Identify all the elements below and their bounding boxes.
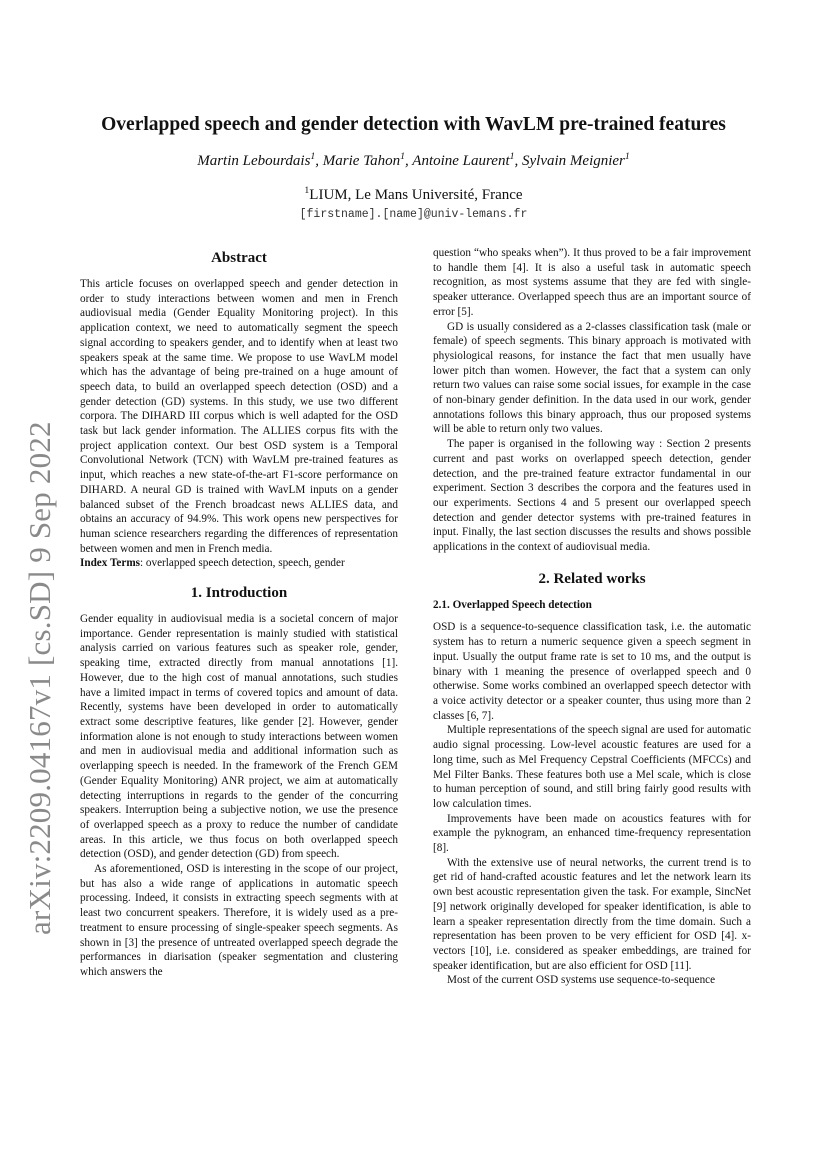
improvements-paragraph: Improvements have been made on acoustics features with for example the pyknogram, an enhanced time-frequency representation [8]. [433, 812, 751, 855]
author-name: Sylvain Meignier [522, 153, 625, 169]
index-terms [80, 556, 398, 571]
related-works-heading: 2. Related works [538, 570, 646, 587]
affiliation [60, 184, 767, 206]
gender-detection-paragraph: GD is usually considered as a 2-classes classification task (male or female) of speech segments. This binary approach is motivated with physiological reasons, for instance the fact that men usually have lower pitch than women. However, the fact that a system can only return two values can raise some social issues, for example in the case of non-binary gender definition. In the data used in our work, gender annotations follows this binary approach, thus our proposed systems will be able to return only two values. [433, 320, 751, 436]
author-affil-mark: 1 [509, 151, 515, 162]
author-affil-mark: 1 [400, 151, 406, 162]
intro-paragraph-continued: question “who speaks when”). It thus proved to be a fair improvement to handle them [4]. It is also a useful task in automatic speech recognition, as most systems assume that they are fed with single-speaker utterance. Overlapped speech thus are an important source of error [5]. [433, 247, 751, 318]
neural-networks-paragraph: With the extensive use of neural networks, the current trend is to get rid of hand-crafted acoustic features and let the network learn its own best acoustic representation given the task. For example, SincNet [9] network originally developed for speaker identification, is able to learn a speaker representation directly from the time domain. Such a representation has been proven to be very efficient for OSD [4]. x-vectors [10], i.e. considered as speaker embeddings, are trained for speaker identification, but are also efficient for OSD [11]. [433, 856, 751, 972]
author-name: Antoine Laurent [412, 153, 510, 169]
author-name: Marie Tahon [322, 153, 401, 169]
author-affil-mark: 1 [624, 151, 630, 162]
osd-paragraph: OSD is a sequence-to-sequence classification task, i.e. the automatic system has to return a numeric sequence given a speech segment in input. Usually the output frame rate is set to 10 ms, and the output is binary with 1 meaning the presence of overlapped speech and 0 otherwise. Some works combined an overlapped speech detector with a voice activity detector or a speaker counter, thus using more than 2 classes [6, 7]. [433, 621, 751, 722]
index-terms-list: : overlapped speech detection, speech, gender [140, 557, 345, 570]
paper-organisation-paragraph: The paper is organised in the following way : Section 2 presents current and past works on overlapped speech detection, gender detection, and the pre-trained feature extractor fundamental in our experiment. Section 3 describes the corpora and the features used in our experiments. Sections 4 and 5 present our overlapped speech detection and gender detector systems with pre-trained features in input. Finally, the last section discusses the results and shows possible applications in the context of audiovisual media. [433, 438, 751, 554]
osd-systems-paragraph: Most of the current OSD systems use sequence-to-sequence [447, 974, 716, 987]
arxiv-identifier: arXiv:2209.04167v1 [cs.SD] 9 Sep 2022 [22, 421, 57, 935]
author-affil-mark: 1 [310, 151, 316, 162]
osd-subheading: 2.1. Overlapped Speech detection [433, 598, 592, 611]
intro-paragraph: As aforementioned, OSD is interesting in the scope of our project, but has also a wide range of applications in automatic speech processing. Indeed, it consists in extracting speech segments with at least two concurrent speakers. Therefore, it is widely used as a pre-treatment to ensure processing of single-speaker speech segments. As shown in [3] the presence of untreated overlapped speech degrade the performances in diarisation (speaker segmentation and clustering which answers the [80, 863, 398, 978]
author-list: Martin Lebourdais$^1$, Marie Tahon$^1$, Antoine Laurent$^1$, Sylvain Meignier$^1$ [197, 151, 630, 169]
affil-number: 1 [304, 185, 310, 196]
index-terms-label: Index Terms [80, 557, 140, 570]
intro-paragraph: Gender equality in audiovisual media is a societal concern of major importance. Gender representation is mainly studied with statistical analysis carried on various features such as speaker role, gender, speaking time, extracted directly from manual annotations [1]. However, due to the high cost of manual annotations, such studies have a limited impact in terms of covered topics and amount of data. Recently, systems have been developed in order to automatically extract some descriptive features, like gender [2]. However, gender information alone is not enough to study interactions between women and men in audiovisual media and additional information such as overlapping speech is needed. In the framework of the French GEM (Gender Equality Monitoring) ANR project, we aim at automatically detecting interruptions in regards to the gender of the concurring speakers. Interruption being a subjective notion, we use the presence of overlapped speech as a proxy to reduce the number of candidate areas. In this article, we thus focus on both overlapped speech detection (OSD), and gender detection (GD) from speech. [80, 613, 398, 861]
contact-email: [firstname].[name]@univ-lemans.fr [299, 208, 528, 221]
representations-paragraph: Multiple representations of the speech signal are used for automatic audio signal processing. Low-level acoustic features are used for a long time, such as Mel Frequency Cepstral Coefficients (MFCCs) and Mel Filter Banks. These features both use a Mel scale, which is close to human perception of sound, and still bring fairly good results with low calculation times. [433, 724, 751, 810]
abstract-text: This article focuses on overlapped speech and gender detection in order to study interactions between women and men in French audiovisual media (Gender Equality Monitoring project). In this application context, we need to automatically segment the speech signal according to speakers gender, and to identify when at least two speakers speak at the same time. We propose to use WavLM model which has the advantage of being pre-trained on a huge amount of speech data, to build an overlapped speech detection (OSD) and a gender detection (GD) systems. In this study, we use two different corpora. The DIHARD III corpus which is well adapted for the OSD task but lack gender information. The ALLIES corpus fits with the project application context. Our best OSD system is a Temporal Convolutional Network (TCN) with WavLM pre-trained features as input, which reaches a new state-of-the-art F1-score performance on DIHARD. A neural GD is trained with WavLM inputs on a gender balanced subset of the French broadcast news ALLIES data, and obtains an accuracy of 94.9%. This work opens new perspectives for human science researchers regarding the differences of representation between women and men in French media. [80, 278, 398, 555]
left-column [80, 246, 398, 980]
right-column [433, 246, 751, 988]
abstract-heading: Abstract [211, 250, 267, 266]
affil-text: LIUM, Le Mans Université, France [309, 187, 523, 203]
paper-title: Overlapped speech and gender detection with WavLM pre-trained features [101, 114, 726, 135]
introduction-heading: 1. Introduction [190, 585, 288, 602]
author-name: Martin Lebourdais [197, 153, 311, 169]
